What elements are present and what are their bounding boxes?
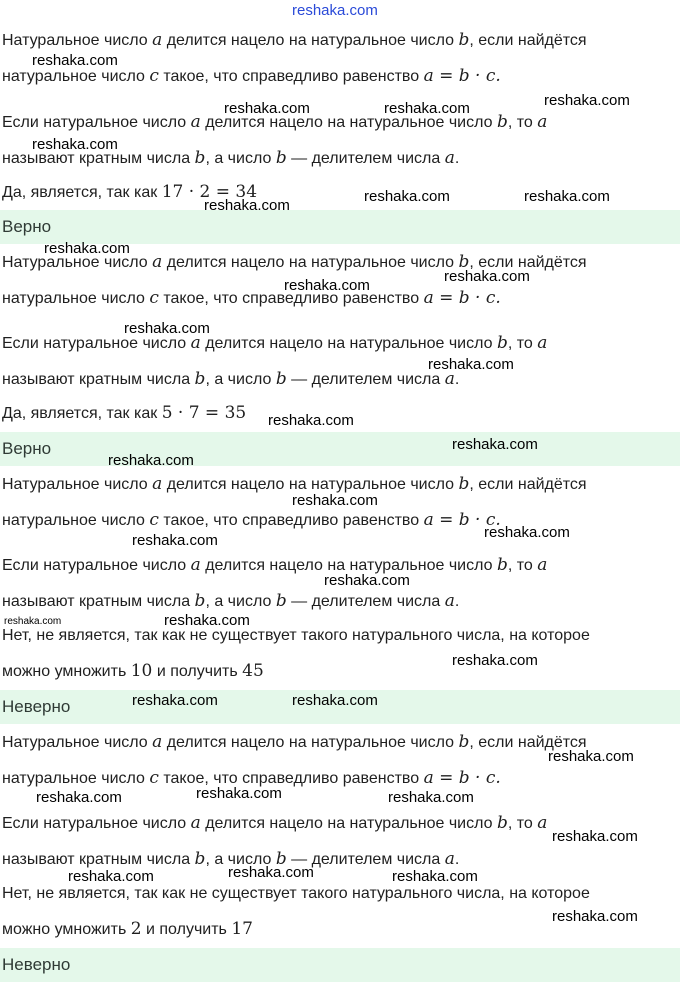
definition-line-3: Если натуральное число a делится нацело на натуральное число b, то a <box>2 112 548 132</box>
answer-text: Да, является, так как 17 · 2 = 34 <box>2 182 258 202</box>
watermark: reshaka.com <box>68 868 154 885</box>
watermark: reshaka.com <box>196 785 282 802</box>
definition-line-4: называют кратным числа b, а число b — делителем числа a. <box>2 148 460 168</box>
watermark: reshaka.com <box>388 789 474 806</box>
watermark: reshaka.com <box>108 452 194 469</box>
verdict-banner: Верно <box>0 432 680 466</box>
definition-line-2: натуральное число c такое, что справедливо равенство a = b · c. <box>2 66 501 86</box>
watermark: reshaka.com <box>268 412 354 429</box>
watermark: reshaka.com <box>384 100 470 117</box>
watermark: reshaka.com <box>36 789 122 806</box>
watermark: reshaka.com <box>292 492 378 509</box>
definition-line-3: Если натуральное число a делится нацело на натуральное число b, то a <box>2 555 548 575</box>
watermark: reshaka.com <box>364 188 450 205</box>
definition-line-2: натуральное число c такое, что справедливо равенство a = b · c. <box>2 288 501 308</box>
watermark: reshaka.com <box>124 320 210 337</box>
watermark: reshaka.com <box>228 864 314 881</box>
watermark: reshaka.com <box>428 356 514 373</box>
watermark: reshaka.com <box>132 692 218 709</box>
watermark: reshaka.com <box>552 908 638 925</box>
watermark: reshaka.com <box>164 612 250 629</box>
site-link[interactable]: reshaka.com <box>292 2 378 19</box>
watermark: reshaka.com <box>284 277 370 294</box>
watermark: reshaka.com <box>452 436 538 453</box>
answer-text: Нет, не является, так как не существует такого натурального числа, на которое <box>2 885 590 902</box>
answer-text: Нет, не является, так как не существует такого натурального числа, на которое <box>2 627 590 644</box>
answer-text-continued: можно умножить 2 и получить 17 <box>2 919 253 939</box>
watermark: reshaka.com <box>32 136 118 153</box>
watermark: reshaka.com <box>548 748 634 765</box>
definition-line-3: Если натуральное число a делится нацело на натуральное число b, то a <box>2 813 548 833</box>
watermark: reshaka.com <box>552 828 638 845</box>
verdict-banner: Неверно <box>0 690 680 724</box>
definition-line-2: натуральное число c такое, что справедливо равенство a = b · c. <box>2 510 501 530</box>
answer-text: Да, является, так как 5 · 7 = 35 <box>2 403 247 423</box>
watermark: reshaka.com <box>484 524 570 541</box>
watermark: reshaka.com <box>4 616 62 627</box>
verdict-banner: Неверно <box>0 948 680 982</box>
answer-text-continued: можно умножить 10 и получить 45 <box>2 661 264 681</box>
definition-line-4: называют кратным числа b, а число b — делителем числа a. <box>2 591 460 611</box>
watermark: reshaka.com <box>392 868 478 885</box>
definition-line-1: Натуральное число a делится нацело на натуральное число b, если найдётся <box>2 252 587 272</box>
watermark: reshaka.com <box>132 532 218 549</box>
definition-line-2: натуральное число c такое, что справедливо равенство a = b · c. <box>2 768 501 788</box>
verdict-banner: Верно <box>0 210 680 244</box>
watermark: reshaka.com <box>524 188 610 205</box>
definition-line-1: Натуральное число a делится нацело на натуральное число b, если найдётся <box>2 474 587 494</box>
definition-line-1: Натуральное число a делится нацело на натуральное число b, если найдётся <box>2 732 587 752</box>
watermark: reshaka.com <box>324 572 410 589</box>
watermark: reshaka.com <box>452 652 538 669</box>
definition-line-3: Если натуральное число a делится нацело на натуральное число b, то a <box>2 333 548 353</box>
watermark: reshaka.com <box>444 268 530 285</box>
watermark: reshaka.com <box>44 240 130 257</box>
watermark: reshaka.com <box>224 100 310 117</box>
watermark: reshaka.com <box>292 692 378 709</box>
watermark: reshaka.com <box>204 197 290 214</box>
watermark: reshaka.com <box>32 52 118 69</box>
definition-line-4: называют кратным числа b, а число b — делителем числа a. <box>2 369 460 389</box>
watermark: reshaka.com <box>544 92 630 109</box>
definition-line-1: Натуральное число a делится нацело на натуральное число b, если найдётся <box>2 30 587 50</box>
definition-line-4: называют кратным числа b, а число b — делителем числа a. <box>2 849 460 869</box>
